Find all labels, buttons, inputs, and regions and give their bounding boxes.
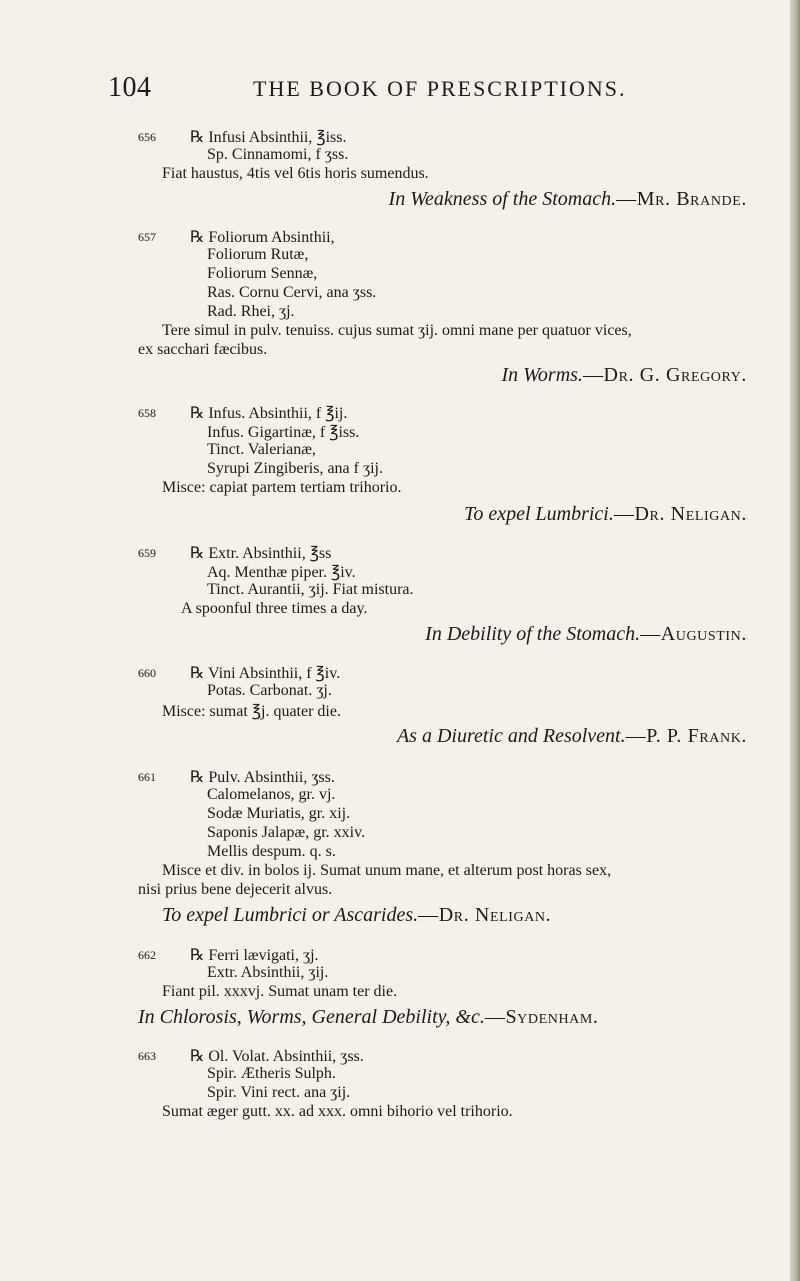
section-heading [425,623,747,646]
page-header [0,72,800,112]
rx-line: A spoonful three times a day. [181,600,368,617]
rx-line: Ras. Cornu Cervi, ana ʒss. [207,284,377,301]
heading-condition: To expel Lumbrici. [464,503,614,525]
rx-line: ℞ Vini Absinthii, f ℥iv. [190,665,341,682]
rx-line: ℞ Ol. Volat. Absinthii, ʒss. [190,1048,364,1065]
rx-line: Rad. Rhei, ʒj. [207,303,295,320]
rx-line: Tinct. Aurantii, ʒij. Fiat mistura. [207,581,414,598]
rx-line: Sp. Cinnamomi, f ʒss. [207,146,349,163]
page-edge [790,0,800,1281]
rx-line: Spir. Ætheris Sulph. [207,1065,336,1082]
rx-line: Sumat æger gutt. xx. ad xxx. omni bihorio vel trihorio. [162,1103,513,1120]
section-heading [138,1006,599,1029]
heading-author: —Dr. G. Gregory. [582,364,747,386]
prescription-number: 659 [138,546,156,560]
prescription-number: 660 [138,666,156,680]
rx-line: Syrupi Zingiberis, ana f ʒij. [207,460,383,477]
rx-line: ℞ Infus. Absinthii, f ℥ij. [190,405,348,422]
prescription-number: 661 [138,770,156,784]
rx-line: Misce: sumat ℥j. quater die. [162,703,341,720]
heading-condition: In Debility of the Stomach. [425,623,641,645]
rx-line: Mellis despum. q. s. [207,843,336,860]
prescription-number: 657 [138,230,156,244]
heading-condition: To expel Lumbrici or Ascarides. [162,904,419,926]
rx-line: Potas. Carbonat. ʒj. [207,682,332,699]
section-heading [389,188,747,211]
prescription-number: 662 [138,948,156,962]
section-heading [162,904,551,927]
rx-line: Tere simul in pulv. tenuiss. cujus sumat ʒij. omni mane per quatuor vices, [162,322,632,339]
rx-line: Fiant pil. xxxvj. Sumat unam ter die. [162,983,398,1000]
heading-author: —Sydenham. [484,1006,599,1028]
rx-line: ℞ Extr. Absinthii, ℥ss [190,545,332,562]
rx-line: Calomelanos, gr. vj. [207,786,336,803]
prescription-number: 658 [138,406,156,420]
heading-condition: In Weakness of the Stomach. [388,188,617,210]
rx-line: Extr. Absinthii, ʒij. [207,964,329,981]
heading-condition: In Worms. [501,364,583,386]
rx-line: Spir. Vini rect. ana ʒij. [207,1084,351,1101]
rx-line: ℞ Ferri lævigati, ʒj. [190,947,319,964]
heading-condition: In Chlorosis, Worms, General Debility, &c. [138,1006,485,1028]
heading-author: —Dr. Neligan. [418,904,552,926]
rx-line: ℞ Pulv. Absinthii, ʒss. [190,769,335,786]
rx-line: Tinct. Valerianæ, [207,441,316,458]
heading-author: —P. P. Frank. [625,725,747,747]
rx-line: Sodæ Muriatis, gr. xij. [207,805,351,822]
prescription-number: 663 [138,1049,156,1063]
rx-line: Foliorum Rutæ, [207,246,309,263]
rx-line: ℞ Infusi Absinthii, ℥iss. [190,129,347,146]
heading-condition: As a Diuretic and Resolvent. [396,725,626,747]
rx-line: Misce et div. in bolos ij. Sumat unum mane, et alterum post horas sex, [162,862,612,879]
rx-line: Aq. Menthæ piper. ℥iv. [207,564,356,581]
page-number: 104 [108,72,152,103]
rx-line: nisi prius bene dejecerit alvus. [138,881,333,898]
heading-author: —Dr. Neligan. [613,503,747,525]
rx-line: Misce: capiat partem tertiam trihorio. [162,479,402,496]
section-heading [464,503,747,526]
section-heading [397,725,747,748]
section-heading [501,364,747,387]
rx-line: ex sacchari fæcibus. [138,341,268,358]
prescription-number: 656 [138,130,156,144]
rx-line: Infus. Gigartinæ, f ℥iss. [207,424,360,441]
running-title: THE BOOK OF PRESCRIPTIONS. [253,76,627,101]
rx-line: Saponis Jalapæ, gr. xxiv. [207,824,366,841]
rx-line: Foliorum Sennæ, [207,265,318,282]
heading-author: —Augustin. [640,623,747,645]
rx-line: ℞ Foliorum Absinthii, [190,229,335,246]
rx-line: Fiat haustus, 4tis vel 6tis horis sumendus. [162,165,429,182]
heading-author: —Mr. Brande. [616,188,747,210]
